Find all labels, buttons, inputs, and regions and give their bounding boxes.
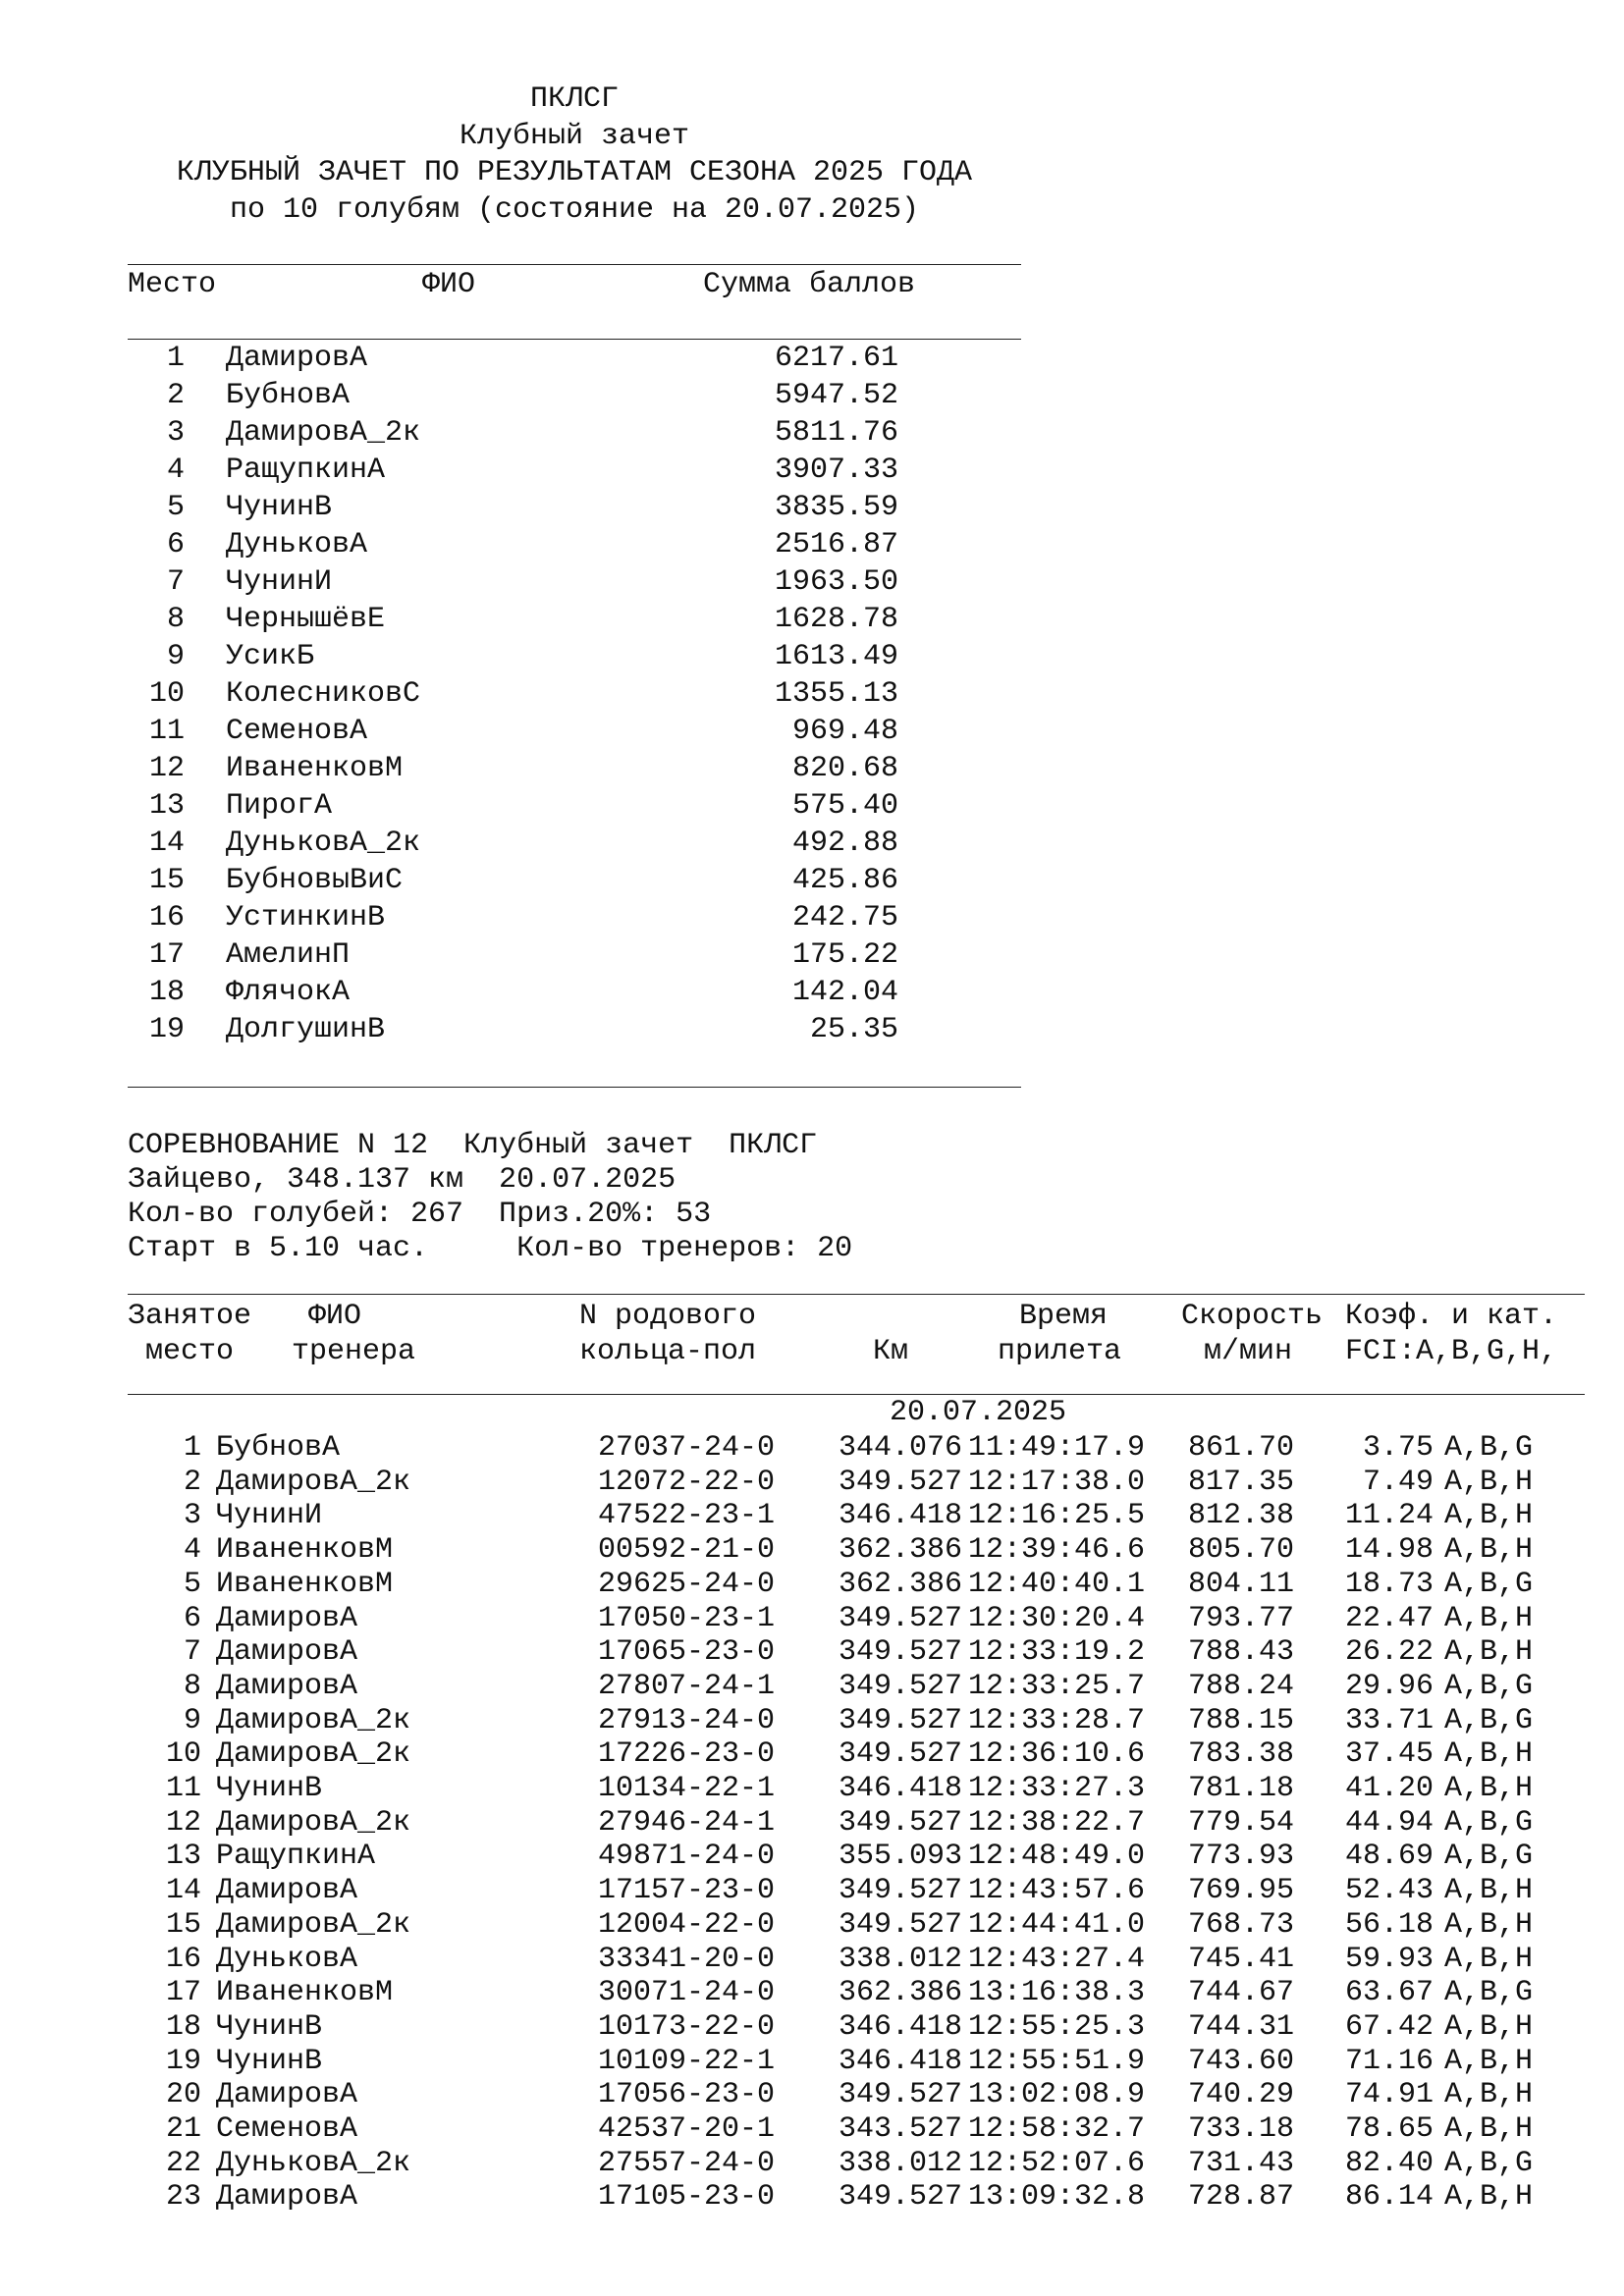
result-category: A,B,H bbox=[1444, 2112, 1534, 2146]
result-name: ДамировА_2к bbox=[216, 1703, 411, 1737]
result-name: ДамировА bbox=[216, 1874, 358, 1908]
results-header-speed-1: Скорость bbox=[1181, 1300, 1324, 1333]
standings-name: ДамировА bbox=[226, 342, 368, 375]
result-category: A,B,G bbox=[1444, 1805, 1534, 1840]
standings-name: БубновА bbox=[226, 379, 351, 412]
results-header-name-1: ФИО bbox=[308, 1300, 362, 1333]
result-km: 349.527 bbox=[838, 1737, 962, 1772]
result-category: A,B,G bbox=[1444, 1431, 1534, 1465]
standings-place: 15 bbox=[148, 864, 185, 897]
result-km: 349.527 bbox=[838, 1703, 962, 1737]
result-km: 346.418 bbox=[838, 2044, 962, 2078]
standings-score: 492.88 bbox=[791, 827, 898, 860]
page-subtitle: Клубный зачет bbox=[459, 120, 690, 153]
result-coef: 63.67 bbox=[1344, 1976, 1434, 2010]
standings-name: ДолгушинВ bbox=[226, 1013, 386, 1046]
result-name: ДамировА bbox=[216, 2078, 358, 2112]
result-category: A,B,H bbox=[1444, 1737, 1534, 1772]
result-ring: 27913-24-0 bbox=[598, 1703, 776, 1737]
standings-score: 175.22 bbox=[791, 938, 898, 972]
result-category: A,B,H bbox=[1444, 2078, 1534, 2112]
result-category: A,B,H bbox=[1444, 1942, 1534, 1976]
results-header-place-2: место bbox=[145, 1335, 235, 1368]
standings-score: 969.48 bbox=[791, 715, 898, 748]
result-place: 5 bbox=[183, 1567, 201, 1601]
result-coef: 33.71 bbox=[1344, 1703, 1434, 1737]
result-coef: 82.40 bbox=[1344, 2146, 1434, 2180]
standings-score: 575.40 bbox=[791, 789, 898, 823]
competition-line-2: Зайцево, 348.137 км 20.07.2025 bbox=[128, 1163, 677, 1197]
result-ring: 27807-24-1 bbox=[598, 1669, 776, 1703]
standings-name: ДамировА_2к bbox=[226, 416, 421, 450]
results-header-time-1: Время bbox=[1019, 1300, 1109, 1333]
standings-place: 19 bbox=[148, 1013, 185, 1046]
result-speed: 817.35 bbox=[1187, 1465, 1294, 1499]
result-place: 1 bbox=[183, 1431, 201, 1465]
result-name: ДамировА_2к bbox=[216, 1465, 411, 1499]
result-speed: 768.73 bbox=[1187, 1907, 1294, 1942]
standings-score: 3907.33 bbox=[774, 454, 898, 487]
result-speed: 788.15 bbox=[1187, 1703, 1294, 1737]
page-subtitle-2: по 10 голубям (состояние на 20.07.2025) bbox=[229, 193, 920, 227]
result-time: 12:44:41.0 bbox=[968, 1907, 1146, 1942]
standings-place: 16 bbox=[148, 901, 185, 934]
result-category: A,B,G bbox=[1444, 2146, 1534, 2180]
result-name: ДамировА bbox=[216, 1601, 358, 1635]
result-place: 11 bbox=[165, 1772, 201, 1805]
result-speed: 743.60 bbox=[1187, 2044, 1294, 2078]
result-name: ДуньковА_2к bbox=[216, 2146, 411, 2180]
result-name: ИваненковМ bbox=[216, 1976, 394, 2010]
result-coef: 52.43 bbox=[1344, 1874, 1434, 1908]
standings-place: 8 bbox=[166, 603, 185, 636]
result-ring: 17056-23-0 bbox=[598, 2078, 776, 2112]
standings-name: КолесниковС bbox=[226, 677, 421, 711]
result-place: 13 bbox=[165, 1840, 201, 1874]
result-time: 13:16:38.3 bbox=[968, 1976, 1146, 2010]
result-category: A,B,G bbox=[1444, 1567, 1534, 1601]
result-speed: 745.41 bbox=[1187, 1942, 1294, 1976]
result-time: 12:38:22.7 bbox=[968, 1805, 1146, 1840]
result-ring: 47522-23-1 bbox=[598, 1499, 776, 1533]
standings-name: БубновыВиС bbox=[226, 864, 404, 897]
result-ring: 42537-20-1 bbox=[598, 2112, 776, 2146]
result-km: 362.386 bbox=[838, 1533, 962, 1568]
result-category: A,B,H bbox=[1444, 2009, 1534, 2044]
result-coef: 41.20 bbox=[1344, 1772, 1434, 1805]
result-coef: 48.69 bbox=[1344, 1840, 1434, 1874]
result-ring: 10109-22-1 bbox=[598, 2044, 776, 2078]
result-name: ДамировА bbox=[216, 2180, 358, 2215]
result-time: 12:40:40.1 bbox=[968, 1567, 1146, 1601]
result-ring: 17050-23-1 bbox=[598, 1601, 776, 1635]
result-coef: 11.24 bbox=[1344, 1499, 1434, 1533]
results-header-time-2: прилета bbox=[998, 1335, 1122, 1368]
result-km: 349.527 bbox=[838, 1635, 962, 1670]
divider bbox=[128, 339, 1021, 340]
result-speed: 793.77 bbox=[1187, 1601, 1294, 1635]
result-speed: 781.18 bbox=[1187, 1772, 1294, 1805]
result-coef: 74.91 bbox=[1344, 2078, 1434, 2112]
result-name: СеменовА bbox=[216, 2112, 358, 2146]
divider bbox=[128, 1294, 1585, 1295]
result-coef: 44.94 bbox=[1344, 1805, 1434, 1840]
result-coef: 14.98 bbox=[1344, 1533, 1434, 1568]
standings-place: 14 bbox=[148, 827, 185, 860]
result-speed: 805.70 bbox=[1187, 1533, 1294, 1568]
result-speed: 788.43 bbox=[1187, 1635, 1294, 1670]
result-name: ЧунинВ bbox=[216, 2009, 323, 2044]
standings-name: ЧунинИ bbox=[226, 565, 333, 599]
result-category: A,B,H bbox=[1444, 1533, 1534, 1568]
standings-place: 13 bbox=[148, 789, 185, 823]
result-coef: 71.16 bbox=[1344, 2044, 1434, 2078]
result-km: 346.418 bbox=[838, 1499, 962, 1533]
result-time: 12:17:38.0 bbox=[968, 1465, 1146, 1499]
results-header-ring-1: N родового bbox=[579, 1300, 757, 1333]
results-header-coef-1: Коэф. и кат. bbox=[1345, 1300, 1558, 1333]
result-km: 346.418 bbox=[838, 2009, 962, 2044]
standings-place: 3 bbox=[166, 416, 185, 450]
result-place: 6 bbox=[183, 1601, 201, 1635]
result-time: 12:33:28.7 bbox=[968, 1703, 1146, 1737]
results-header-place-1: Занятое bbox=[128, 1300, 252, 1333]
result-name: ДамировА bbox=[216, 1669, 358, 1703]
divider bbox=[128, 1087, 1021, 1088]
result-speed: 740.29 bbox=[1187, 2078, 1294, 2112]
result-km: 355.093 bbox=[838, 1840, 962, 1874]
competition-line-3: Кол-во голубей: 267 Приз.20%: 53 bbox=[128, 1198, 712, 1231]
divider bbox=[128, 264, 1021, 265]
standings-score: 6217.61 bbox=[774, 342, 898, 375]
standings-place: 7 bbox=[166, 565, 185, 599]
result-speed: 773.93 bbox=[1187, 1840, 1294, 1874]
standings-place: 17 bbox=[148, 938, 185, 972]
result-speed: 769.95 bbox=[1187, 1874, 1294, 1908]
result-place: 10 bbox=[165, 1737, 201, 1772]
result-ring: 49871-24-0 bbox=[598, 1840, 776, 1874]
result-km: 362.386 bbox=[838, 1976, 962, 2010]
competition-line-4: Старт в 5.10 час. Кол-во тренеров: 20 bbox=[128, 1232, 853, 1265]
standings-score: 820.68 bbox=[791, 752, 898, 785]
result-km: 338.012 bbox=[838, 2146, 962, 2180]
result-coef: 59.93 bbox=[1344, 1942, 1434, 1976]
result-ring: 12004-22-0 bbox=[598, 1907, 776, 1942]
result-time: 12:58:32.7 bbox=[968, 2112, 1146, 2146]
org-title: ПКЛСГ bbox=[529, 82, 619, 116]
result-coef: 56.18 bbox=[1344, 1907, 1434, 1942]
result-speed: 779.54 bbox=[1187, 1805, 1294, 1840]
result-coef: 3.75 bbox=[1362, 1431, 1434, 1465]
result-km: 338.012 bbox=[838, 1942, 962, 1976]
result-place: 20 bbox=[165, 2078, 201, 2112]
result-ring: 29625-24-0 bbox=[598, 1567, 776, 1601]
result-time: 12:36:10.6 bbox=[968, 1737, 1146, 1772]
result-speed: 861.70 bbox=[1187, 1431, 1294, 1465]
standings-score: 1628.78 bbox=[774, 603, 898, 636]
result-place: 2 bbox=[183, 1465, 201, 1499]
result-ring: 00592-21-0 bbox=[598, 1533, 776, 1568]
result-place: 12 bbox=[165, 1805, 201, 1840]
result-category: A,B,G bbox=[1444, 1976, 1534, 2010]
standings-header-score: Сумма баллов bbox=[703, 268, 916, 301]
result-name: ДамировА_2к bbox=[216, 1737, 411, 1772]
result-time: 11:49:17.9 bbox=[968, 1431, 1146, 1465]
result-name: ЧунинВ bbox=[216, 2044, 323, 2078]
result-name: ИваненковМ bbox=[216, 1567, 394, 1601]
result-speed: 812.38 bbox=[1187, 1499, 1294, 1533]
result-place: 14 bbox=[165, 1874, 201, 1908]
result-coef: 78.65 bbox=[1344, 2112, 1434, 2146]
result-time: 12:30:20.4 bbox=[968, 1601, 1146, 1635]
result-name: ДамировА_2к bbox=[216, 1907, 411, 1942]
result-ring: 27946-24-1 bbox=[598, 1805, 776, 1840]
result-km: 349.527 bbox=[838, 1669, 962, 1703]
result-category: A,B,G bbox=[1444, 1840, 1534, 1874]
result-name: БубновА bbox=[216, 1431, 341, 1465]
result-km: 349.527 bbox=[838, 1465, 962, 1499]
result-coef: 86.14 bbox=[1344, 2180, 1434, 2215]
standings-score: 3835.59 bbox=[774, 491, 898, 524]
result-category: A,B,H bbox=[1444, 1601, 1534, 1635]
result-place: 18 bbox=[165, 2009, 201, 2044]
result-name: ДамировА_2к bbox=[216, 1805, 411, 1840]
result-time: 12:33:25.7 bbox=[968, 1669, 1146, 1703]
result-category: A,B,H bbox=[1444, 1874, 1534, 1908]
result-km: 343.527 bbox=[838, 2112, 962, 2146]
result-place: 16 bbox=[165, 1942, 201, 1976]
result-ring: 17226-23-0 bbox=[598, 1737, 776, 1772]
result-coef: 26.22 bbox=[1344, 1635, 1434, 1670]
standings-place: 2 bbox=[166, 379, 185, 412]
result-name: РащупкинА bbox=[216, 1840, 376, 1874]
standings-name: АмелинП bbox=[226, 938, 351, 972]
standings-place: 1 bbox=[166, 342, 185, 375]
result-name: ЧунинВ bbox=[216, 1772, 323, 1805]
standings-score: 425.86 bbox=[791, 864, 898, 897]
standings-score: 242.75 bbox=[791, 901, 898, 934]
result-km: 349.527 bbox=[838, 1805, 962, 1840]
result-coef: 7.49 bbox=[1362, 1465, 1434, 1499]
result-ring: 33341-20-0 bbox=[598, 1942, 776, 1976]
result-km: 362.386 bbox=[838, 1567, 962, 1601]
standings-header-place: Место bbox=[128, 268, 217, 301]
result-place: 17 bbox=[165, 1976, 201, 2010]
standings-name: ДуньковА bbox=[226, 528, 368, 561]
result-category: A,B,H bbox=[1444, 2180, 1534, 2215]
standings-name: ПирогА bbox=[226, 789, 333, 823]
result-category: A,B,H bbox=[1444, 2044, 1534, 2078]
result-ring: 17157-23-0 bbox=[598, 1874, 776, 1908]
divider bbox=[128, 1394, 1585, 1395]
standings-place: 9 bbox=[166, 640, 185, 673]
result-time: 12:52:07.6 bbox=[968, 2146, 1146, 2180]
result-km: 344.076 bbox=[838, 1431, 962, 1465]
standings-name: ЧунинВ bbox=[226, 491, 333, 524]
standings-place: 12 bbox=[148, 752, 185, 785]
result-coef: 22.47 bbox=[1344, 1601, 1434, 1635]
standings-name: РащупкинА bbox=[226, 454, 386, 487]
standings-place: 11 bbox=[148, 715, 185, 748]
result-speed: 744.67 bbox=[1187, 1976, 1294, 2010]
result-ring: 12072-22-0 bbox=[598, 1465, 776, 1499]
standings-score: 5947.52 bbox=[774, 379, 898, 412]
result-km: 349.527 bbox=[838, 1907, 962, 1942]
result-time: 12:33:27.3 bbox=[968, 1772, 1146, 1805]
result-place: 9 bbox=[183, 1703, 201, 1737]
competition-line-1: СОРЕВНОВАНИЕ N 12 Клубный зачет ПКЛСГ bbox=[128, 1129, 818, 1162]
result-name: ДуньковА bbox=[216, 1942, 358, 1976]
results-header-name-2: тренера bbox=[292, 1335, 416, 1368]
result-coef: 67.42 bbox=[1344, 2009, 1434, 2044]
result-category: A,B,G bbox=[1444, 1669, 1534, 1703]
standings-name: ФлячокА bbox=[226, 976, 351, 1009]
results-header-ring-2: кольца-пол bbox=[579, 1335, 757, 1368]
standings-place: 5 bbox=[166, 491, 185, 524]
standings-name: УсикБ bbox=[226, 640, 315, 673]
result-speed: 804.11 bbox=[1187, 1567, 1294, 1601]
result-ring: 10173-22-0 bbox=[598, 2009, 776, 2044]
standings-score: 2516.87 bbox=[774, 528, 898, 561]
result-place: 21 bbox=[165, 2112, 201, 2146]
result-category: A,B,H bbox=[1444, 1635, 1534, 1670]
result-ring: 27557-24-0 bbox=[598, 2146, 776, 2180]
standings-score: 25.35 bbox=[809, 1013, 898, 1046]
result-ring: 17105-23-0 bbox=[598, 2180, 776, 2215]
result-time: 12:16:25.5 bbox=[968, 1499, 1146, 1533]
result-name: ИваненковМ bbox=[216, 1533, 394, 1568]
result-ring: 27037-24-0 bbox=[598, 1431, 776, 1465]
result-category: A,B,H bbox=[1444, 1772, 1534, 1805]
result-name: ДамировА bbox=[216, 1635, 358, 1670]
results-header-coef-2: FCI:A,B,G,H, bbox=[1345, 1335, 1558, 1368]
result-place: 23 bbox=[165, 2180, 201, 2215]
result-category: A,B,G bbox=[1444, 1703, 1534, 1737]
results-header-speed-2: м/мин bbox=[1204, 1335, 1293, 1368]
result-category: A,B,H bbox=[1444, 1465, 1534, 1499]
page-title: КЛУБНЫЙ ЗАЧЕТ ПО РЕЗУЛЬТАТАМ СЕЗОНА 2025 ГОДА bbox=[176, 156, 973, 189]
standings-place: 10 bbox=[148, 677, 185, 711]
standings-place: 4 bbox=[166, 454, 185, 487]
standings-name: ДуньковА_2к bbox=[226, 827, 421, 860]
result-place: 8 bbox=[183, 1669, 201, 1703]
result-km: 349.527 bbox=[838, 2078, 962, 2112]
result-ring: 17065-23-0 bbox=[598, 1635, 776, 1670]
result-time: 12:55:25.3 bbox=[968, 2009, 1146, 2044]
result-coef: 18.73 bbox=[1344, 1567, 1434, 1601]
result-km: 346.418 bbox=[838, 1772, 962, 1805]
result-time: 12:48:49.0 bbox=[968, 1840, 1146, 1874]
standings-header-name: ФИО bbox=[422, 268, 476, 301]
result-time: 12:43:57.6 bbox=[968, 1874, 1146, 1908]
result-speed: 733.18 bbox=[1187, 2112, 1294, 2146]
result-place: 19 bbox=[165, 2044, 201, 2078]
result-name: ЧунинИ bbox=[216, 1499, 323, 1533]
result-km: 349.527 bbox=[838, 1601, 962, 1635]
result-category: A,B,H bbox=[1444, 1907, 1534, 1942]
result-time: 12:43:27.4 bbox=[968, 1942, 1146, 1976]
standings-name: ЧернышёвЕ bbox=[226, 603, 386, 636]
result-coef: 37.45 bbox=[1344, 1737, 1434, 1772]
standings-score: 1613.49 bbox=[774, 640, 898, 673]
standings-place: 6 bbox=[166, 528, 185, 561]
result-place: 22 bbox=[165, 2146, 201, 2180]
result-speed: 728.87 bbox=[1187, 2180, 1294, 2215]
standings-score: 1963.50 bbox=[774, 565, 898, 599]
result-category: A,B,H bbox=[1444, 1499, 1534, 1533]
result-ring: 10134-22-1 bbox=[598, 1772, 776, 1805]
result-km: 349.527 bbox=[838, 1874, 962, 1908]
result-speed: 783.38 bbox=[1187, 1737, 1294, 1772]
standings-name: ИваненковМ bbox=[226, 752, 404, 785]
result-speed: 731.43 bbox=[1187, 2146, 1294, 2180]
result-km: 349.527 bbox=[838, 2180, 962, 2215]
result-time: 12:55:51.9 bbox=[968, 2044, 1146, 2078]
result-coef: 29.96 bbox=[1344, 1669, 1434, 1703]
result-speed: 788.24 bbox=[1187, 1669, 1294, 1703]
result-speed: 744.31 bbox=[1187, 2009, 1294, 2044]
result-place: 7 bbox=[183, 1635, 201, 1670]
result-time: 13:09:32.8 bbox=[968, 2180, 1146, 2215]
result-place: 4 bbox=[183, 1533, 201, 1568]
result-time: 12:33:19.2 bbox=[968, 1635, 1146, 1670]
standings-name: СеменовА bbox=[226, 715, 368, 748]
result-ring: 30071-24-0 bbox=[598, 1976, 776, 2010]
results-date: 20.07.2025 bbox=[890, 1396, 1067, 1429]
result-time: 12:39:46.6 bbox=[968, 1533, 1146, 1568]
result-place: 15 bbox=[165, 1907, 201, 1942]
standings-score: 1355.13 bbox=[774, 677, 898, 711]
result-place: 3 bbox=[183, 1499, 201, 1533]
result-time: 13:02:08.9 bbox=[968, 2078, 1146, 2112]
standings-score: 5811.76 bbox=[774, 416, 898, 450]
standings-name: УстинкинВ bbox=[226, 901, 386, 934]
results-header-km: Км bbox=[873, 1335, 909, 1368]
standings-place: 18 bbox=[148, 976, 185, 1009]
standings-score: 142.04 bbox=[791, 976, 898, 1009]
